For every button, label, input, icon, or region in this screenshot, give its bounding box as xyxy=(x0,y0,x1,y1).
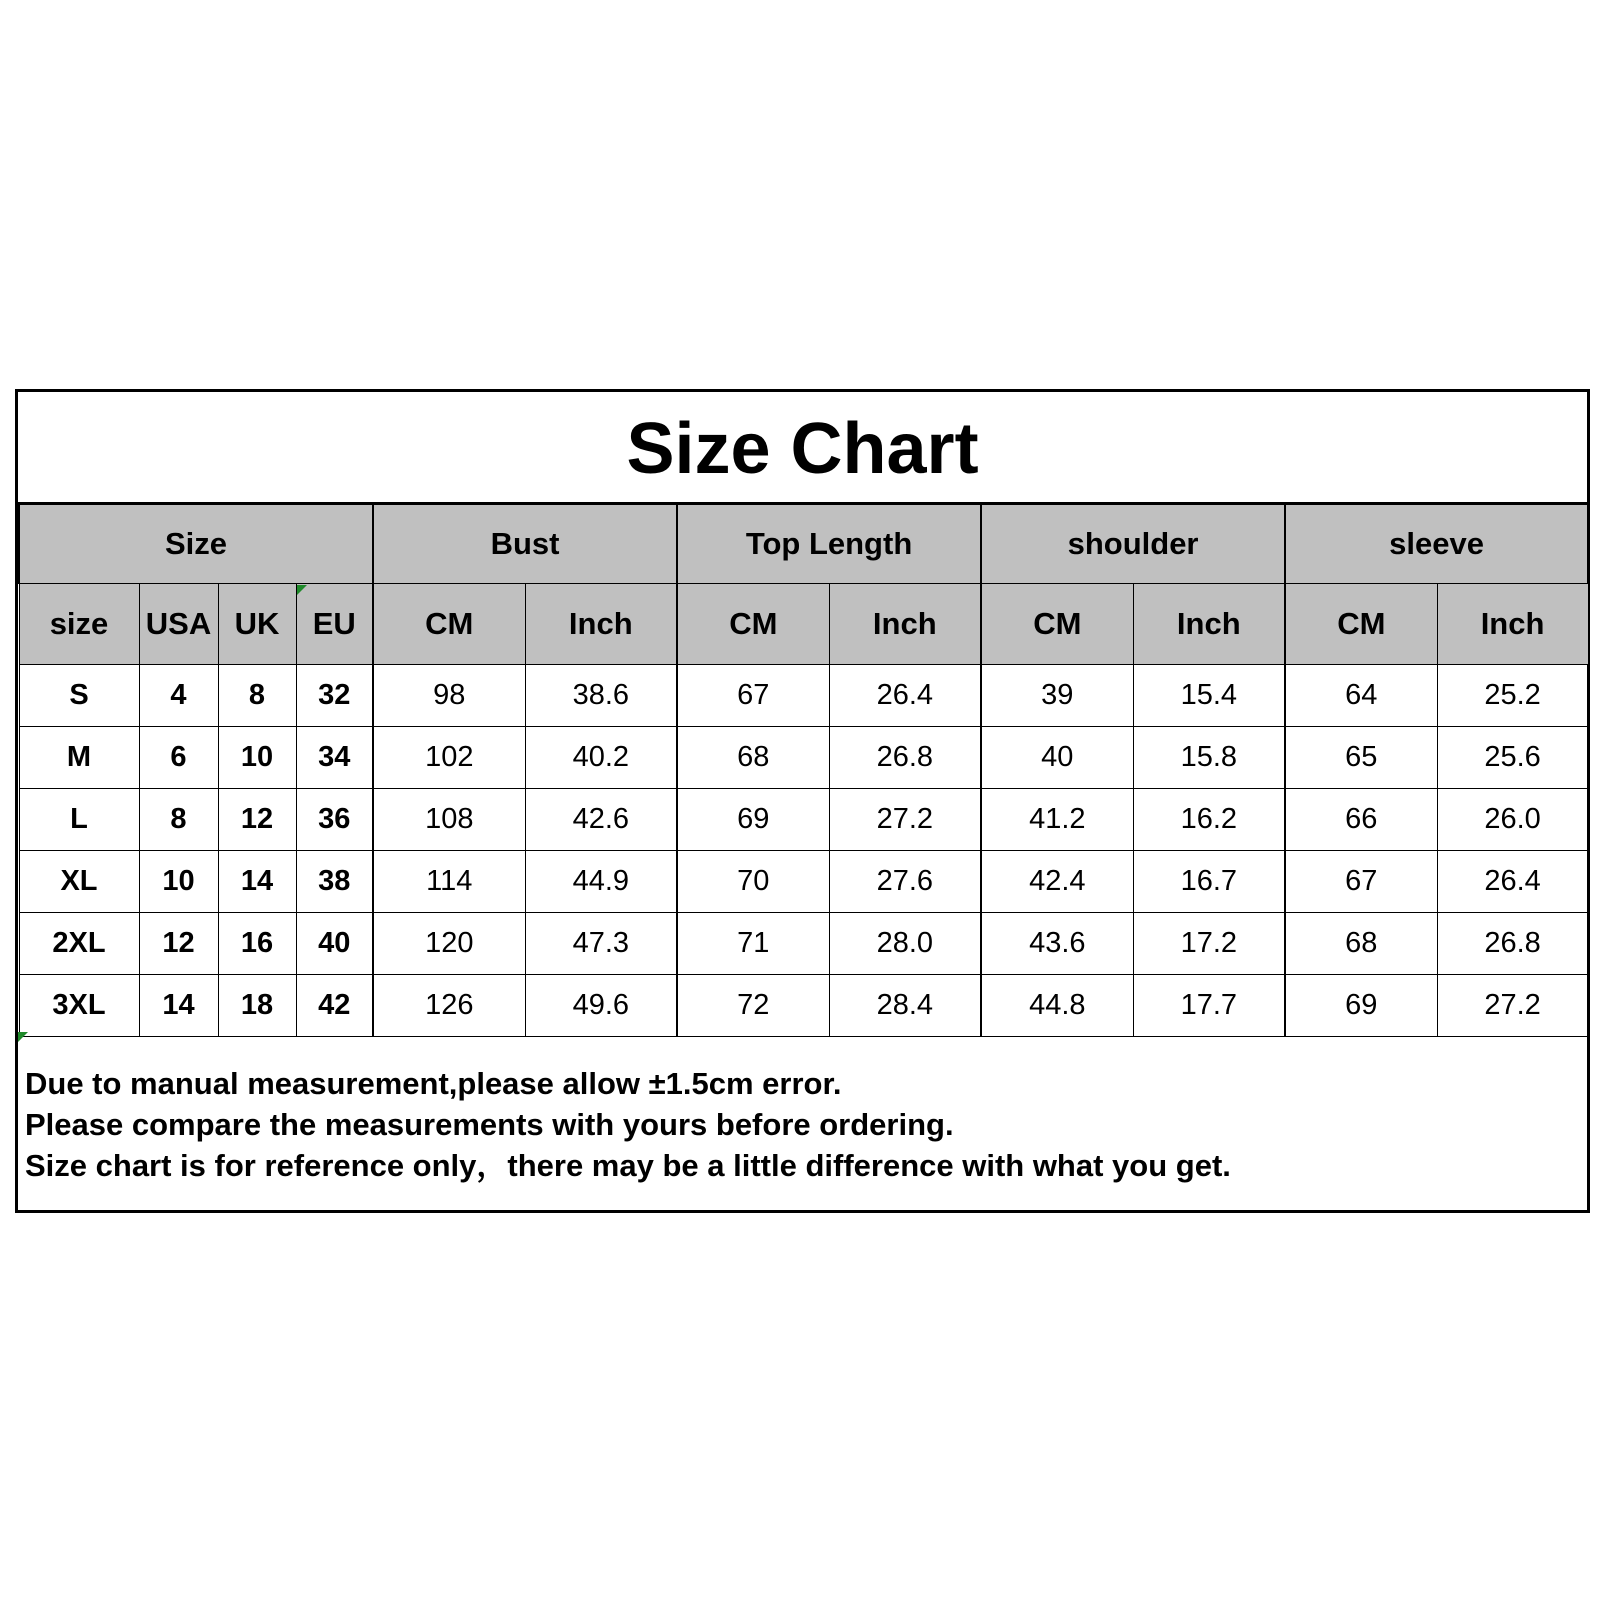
cell-bust-inch: 38.6 xyxy=(525,665,677,727)
note-line: Due to manual measurement,please allow ±1.5cm error. xyxy=(25,1066,842,1101)
cell-shoulder-inch: 16.7 xyxy=(1133,851,1285,913)
cell-comment-marker xyxy=(297,585,307,595)
cell-eu: 38 xyxy=(296,851,373,913)
cell-bust-inch: 44.9 xyxy=(525,851,677,913)
cell-eu: 40 xyxy=(296,913,373,975)
group-header-top-length: Top Length xyxy=(677,505,981,584)
group-header-size: Size xyxy=(19,505,373,584)
cell-uk: 14 xyxy=(218,851,296,913)
cell-uk: 16 xyxy=(218,913,296,975)
size-chart xyxy=(15,389,1590,1213)
cell-sleeve-inch: 25.6 xyxy=(1437,727,1588,789)
sub-header-uk: UK xyxy=(218,584,296,665)
cell-sleeve-cm: 65 xyxy=(1285,727,1437,789)
sub-header-usa: USA xyxy=(139,584,218,665)
cell-shoulder-cm: 43.6 xyxy=(981,913,1133,975)
table-row xyxy=(19,665,1588,727)
cell-shoulder-inch: 15.4 xyxy=(1133,665,1285,727)
cell-sleeve-cm: 64 xyxy=(1285,665,1437,727)
cell-bust-cm: 126 xyxy=(373,975,525,1037)
cell-usa: 6 xyxy=(139,727,218,789)
cell-top-length-inch: 28.0 xyxy=(829,913,981,975)
cell-bust-inch: 47.3 xyxy=(525,913,677,975)
notes xyxy=(18,1037,1587,1186)
cell-top-length-cm: 69 xyxy=(677,789,829,851)
table-row xyxy=(19,727,1588,789)
table-row xyxy=(19,851,1588,913)
cell-size: M xyxy=(19,727,139,789)
group-header-row xyxy=(19,505,1588,584)
cell-bust-cm: 102 xyxy=(373,727,525,789)
sub-header-sleeve-inch: Inch xyxy=(1437,584,1588,665)
sub-header-sleeve-cm: CM xyxy=(1285,584,1437,665)
cell-eu: 36 xyxy=(296,789,373,851)
cell-sleeve-inch: 25.2 xyxy=(1437,665,1588,727)
group-header-shoulder: shoulder xyxy=(981,505,1285,584)
cell-usa: 14 xyxy=(139,975,218,1037)
sub-header-eu: EU xyxy=(296,584,373,665)
cell-bust-inch: 49.6 xyxy=(525,975,677,1037)
sub-header-bust-inch: Inch xyxy=(525,584,677,665)
cell-top-length-inch: 26.4 xyxy=(829,665,981,727)
cell-shoulder-inch: 17.2 xyxy=(1133,913,1285,975)
sub-header-top-length-cm: CM xyxy=(677,584,829,665)
cell-sleeve-inch: 26.8 xyxy=(1437,913,1588,975)
cell-bust-cm: 98 xyxy=(373,665,525,727)
cell-bust-cm: 114 xyxy=(373,851,525,913)
cell-top-length-inch: 27.6 xyxy=(829,851,981,913)
cell-usa: 10 xyxy=(139,851,218,913)
cell-bust-cm: 120 xyxy=(373,913,525,975)
cell-shoulder-cm: 41.2 xyxy=(981,789,1133,851)
group-header-bust: Bust xyxy=(373,505,677,584)
cell-uk: 8 xyxy=(218,665,296,727)
cell-shoulder-cm: 44.8 xyxy=(981,975,1133,1037)
cell-shoulder-inch: 16.2 xyxy=(1133,789,1285,851)
cell-uk: 10 xyxy=(218,727,296,789)
sub-header-row xyxy=(19,584,1588,665)
cell-shoulder-inch: 17.7 xyxy=(1133,975,1285,1037)
cell-eu: 42 xyxy=(296,975,373,1037)
cell-shoulder-cm: 39 xyxy=(981,665,1133,727)
cell-top-length-cm: 71 xyxy=(677,913,829,975)
cell-usa: 8 xyxy=(139,789,218,851)
table-row xyxy=(19,789,1588,851)
cell-usa: 4 xyxy=(139,665,218,727)
cell-shoulder-cm: 40 xyxy=(981,727,1133,789)
cell-shoulder-cm: 42.4 xyxy=(981,851,1133,913)
cell-shoulder-inch: 15.8 xyxy=(1133,727,1285,789)
cell-top-length-cm: 68 xyxy=(677,727,829,789)
sub-header-bust-cm: CM xyxy=(373,584,525,665)
cell-usa: 12 xyxy=(139,913,218,975)
table-row xyxy=(19,975,1588,1037)
cell-eu: 34 xyxy=(296,727,373,789)
cell-top-length-inch: 28.4 xyxy=(829,975,981,1037)
note-line: Please compare the measurements with yours before ordering. xyxy=(25,1107,954,1142)
cell-sleeve-cm: 68 xyxy=(1285,913,1437,975)
cell-bust-inch: 42.6 xyxy=(525,789,677,851)
cell-uk: 12 xyxy=(218,789,296,851)
cell-sleeve-inch: 26.0 xyxy=(1437,789,1588,851)
cell-top-length-inch: 27.2 xyxy=(829,789,981,851)
sub-header-shoulder-cm: CM xyxy=(981,584,1133,665)
cell-size: XL xyxy=(19,851,139,913)
cell-sleeve-cm: 69 xyxy=(1285,975,1437,1037)
chart-title: Size Chart xyxy=(18,392,1587,504)
cell-eu: 32 xyxy=(296,665,373,727)
cell-sleeve-cm: 66 xyxy=(1285,789,1437,851)
cell-top-length-inch: 26.8 xyxy=(829,727,981,789)
cell-sleeve-inch: 27.2 xyxy=(1437,975,1588,1037)
cell-comment-marker xyxy=(18,1032,28,1042)
cell-uk: 18 xyxy=(218,975,296,1037)
cell-sleeve-inch: 26.4 xyxy=(1437,851,1588,913)
cell-size: 2XL xyxy=(19,913,139,975)
sub-header-top-length-inch: Inch xyxy=(829,584,981,665)
cell-top-length-cm: 70 xyxy=(677,851,829,913)
size-table xyxy=(18,504,1589,1037)
note-line: Size chart is for reference only，there may be a little difference with what you get. xyxy=(25,1148,1231,1183)
cell-top-length-cm: 72 xyxy=(677,975,829,1037)
cell-size: L xyxy=(19,789,139,851)
cell-top-length-cm: 67 xyxy=(677,665,829,727)
cell-bust-inch: 40.2 xyxy=(525,727,677,789)
cell-sleeve-cm: 67 xyxy=(1285,851,1437,913)
table-row xyxy=(19,913,1588,975)
cell-size: S xyxy=(19,665,139,727)
sub-header-shoulder-inch: Inch xyxy=(1133,584,1285,665)
cell-bust-cm: 108 xyxy=(373,789,525,851)
group-header-sleeve: sleeve xyxy=(1285,505,1588,584)
cell-size: 3XL xyxy=(19,975,139,1037)
sub-header-size: size xyxy=(19,584,139,665)
